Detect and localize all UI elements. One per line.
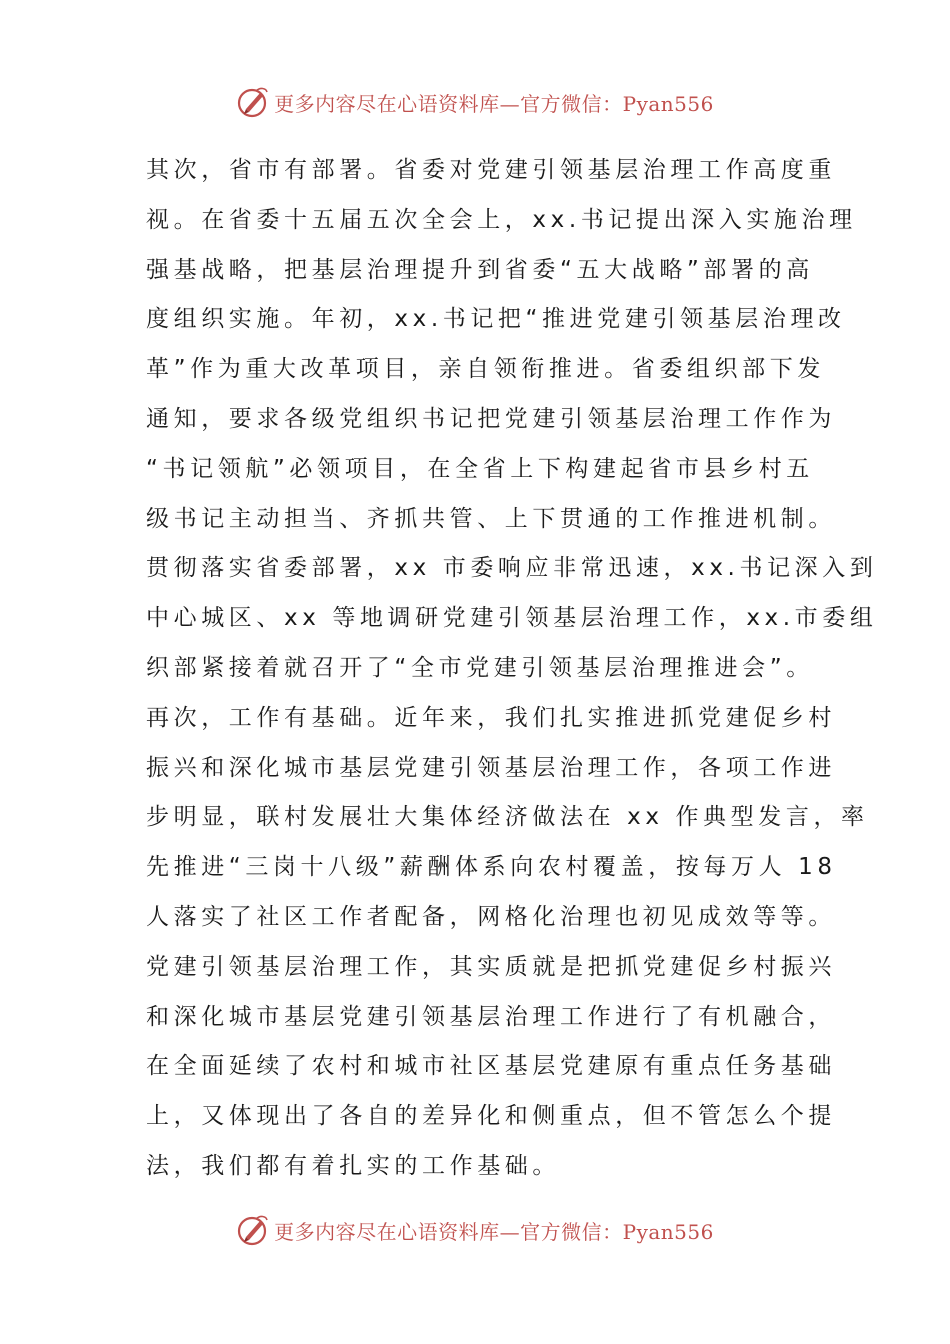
text-line: 再次，工作有基础。近年来，我们扎实推进抓党建促乡村 — [146, 704, 836, 731]
text-line: 革”作为重大改革项目，亲自领衔推进。省委组织部下发 — [146, 356, 825, 383]
pen-logo-icon — [236, 85, 270, 119]
document-body — [146, 146, 878, 1192]
text-line: 通知，要求各级党组织书记把党建引领基层治理工作作为 — [146, 405, 836, 432]
text-line: 视。在省委十五届五次全会上，xx.书记提出深入实施治理 — [146, 206, 857, 233]
header-banner — [0, 82, 950, 122]
text-line: 振兴和深化城市基层党建引领基层治理工作，各项工作进 — [146, 754, 836, 781]
text-line: 其次，省市有部署。省委对党建引领基层治理工作高度重 — [146, 157, 836, 183]
pen-logo-icon — [236, 1213, 270, 1247]
text-line: 上，又体现出了各自的差异化和侧重点，但不管怎么个提 — [146, 1103, 836, 1130]
text-line: 步明显，联村发展壮大集体经济做法在 xx 作典型发言，率 — [146, 804, 869, 831]
text-line: 在全面延续了农村和城市社区基层党建原有重点任务基础 — [146, 1053, 836, 1080]
text-line: 人落实了社区工作者配备，网格化治理也初见成效等等。 — [146, 903, 836, 930]
text-line: 先推进“三岗十八级”薪酬体系向农村覆盖，按每万人 18 — [146, 854, 837, 881]
text-line: 中心城区、xx 等地调研党建引领基层治理工作，xx.市委组 — [146, 605, 878, 632]
footer-banner-text: 更多内容尽在心语资料库—官方微信：Pyan556 — [274, 1219, 714, 1244]
footer-banner — [0, 1210, 950, 1250]
text-line: 党建引领基层治理工作，其实质就是把抓党建促乡村振兴 — [146, 953, 836, 980]
text-line: 织部紧接着就召开了“全市党建引领基层治理推进会”。 — [146, 654, 814, 681]
text-line: 法，我们都有着扎实的工作基础。 — [146, 1152, 560, 1179]
text-line: 度组织实施。年初，xx.书记把“推进党建引领基层治理改 — [146, 306, 846, 333]
text-line: “书记领航”必领项目，在全省上下构建起省市县乡村五 — [146, 455, 814, 482]
text-line: 级书记主动担当、齐抓共管、上下贯通的工作推进机制。 — [146, 505, 836, 532]
text-line: 和深化城市基层党建引领基层治理工作进行了有机融合， — [146, 1003, 836, 1030]
text-line: 强基战略，把基层治理提升到省委“五大战略”部署的高 — [146, 256, 814, 283]
header-banner-text: 更多内容尽在心语资料库—官方微信：Pyan556 — [274, 91, 714, 116]
text-line: 贯彻落实省委部署，xx 市委响应非常迅速，xx.书记深入到 — [146, 555, 878, 582]
